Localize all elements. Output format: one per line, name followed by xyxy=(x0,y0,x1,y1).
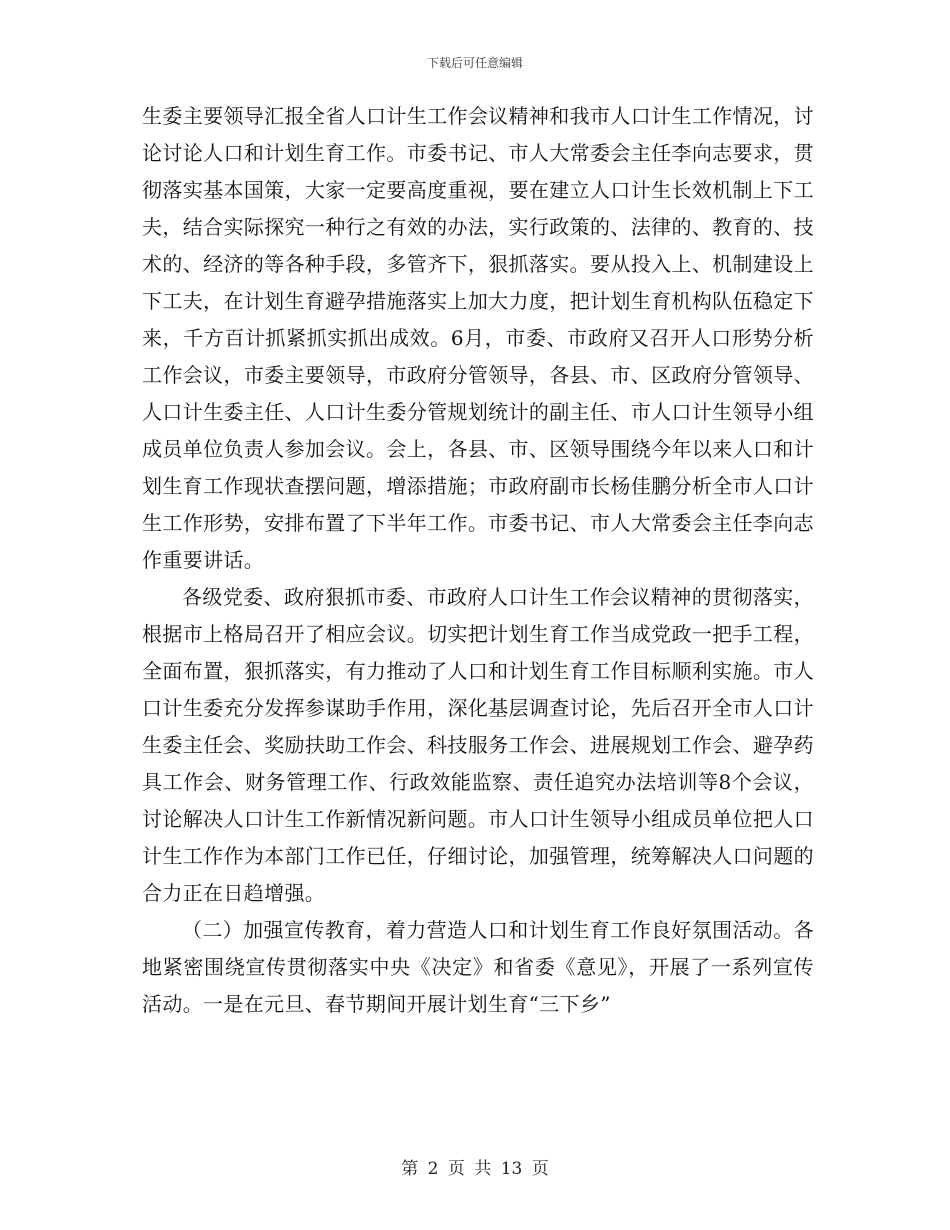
page-number-footer: 第 2 页 共 13 页 xyxy=(401,1159,549,1179)
paragraph-1: 生委主要领导汇报全省人口计生工作会议精神和我市人口计生工作情况，讨论讨论人口和计划生育工作。市委书记、市人大常委会主任李向志要求，贯彻落实基本国策，大家一定要高度重视，要在建立人口计生长效机制上下工夫，结合实际探究一种行之有效的办法，实行政策的、法律的、教育的、技术的、经济的等各种手段，多管齐下，狠抓落实。要从投入上、机制建设上下工夫，在计划生育避孕措施落实上加大力度，把计划生育机构队伍稳定下来，千方百计抓紧抓实抓出成效。6月，市委、市政府又召开人口形势分析工作会议，市委主要领导，市政府分管领导，各县、市、区政府分管领导、人口计生委主任、人口计生委分管规划统计的副主任、市人口计生领导小组成员单位负责人参加会议。会上，各县、市、区领导围绕今年以来人口和计划生育工作现状查摆问题，增添措施；市政府副市长杨佳鹏分析全市人口计生工作形势，安排布置了下半年工作。市委书记、市人大常委会主任李向志作重要讲话。 xyxy=(142,104,814,572)
paragraph-2: 各级党委、政府狠抓市委、市政府人口计生工作会议精神的贯彻落实，根据市上格局召开了相应会议。切实把计划生育工作当成党政一把手工程，全面布置，狠抓落实，有力推动了人口和计划生育工作目标顺利实施。市人口计生委充分发挥参谋助手作用，深化基层调查讨论，先后召开全市人口计生委主任会、奖励扶助工作会、科技服务工作会、进展规划工作会、避孕药具工作会、财务管理工作、行政效能监察、责任追究办法培训等8个会议，讨论解决人口计生工作新情况新问题。市人口计生领导小组成员单位把人口计生工作作为本部门工作已任，仔细讨论，加强管理，统筹解决人口问题的合力正在日趋增强。 xyxy=(142,585,814,905)
document-body xyxy=(142,98,814,1023)
paragraph-3: （二）加强宣传教育，着力营造人口和计划生育工作良好氛围活动。各地紧密围绕宣传贯彻落实中央《决定》和省委《意见》，开展了一系列宣传活动。一是在元旦、春节期间开展计划生育“三下乡” xyxy=(142,918,814,1016)
page-header: 下载后可任意编辑 xyxy=(426,56,523,70)
